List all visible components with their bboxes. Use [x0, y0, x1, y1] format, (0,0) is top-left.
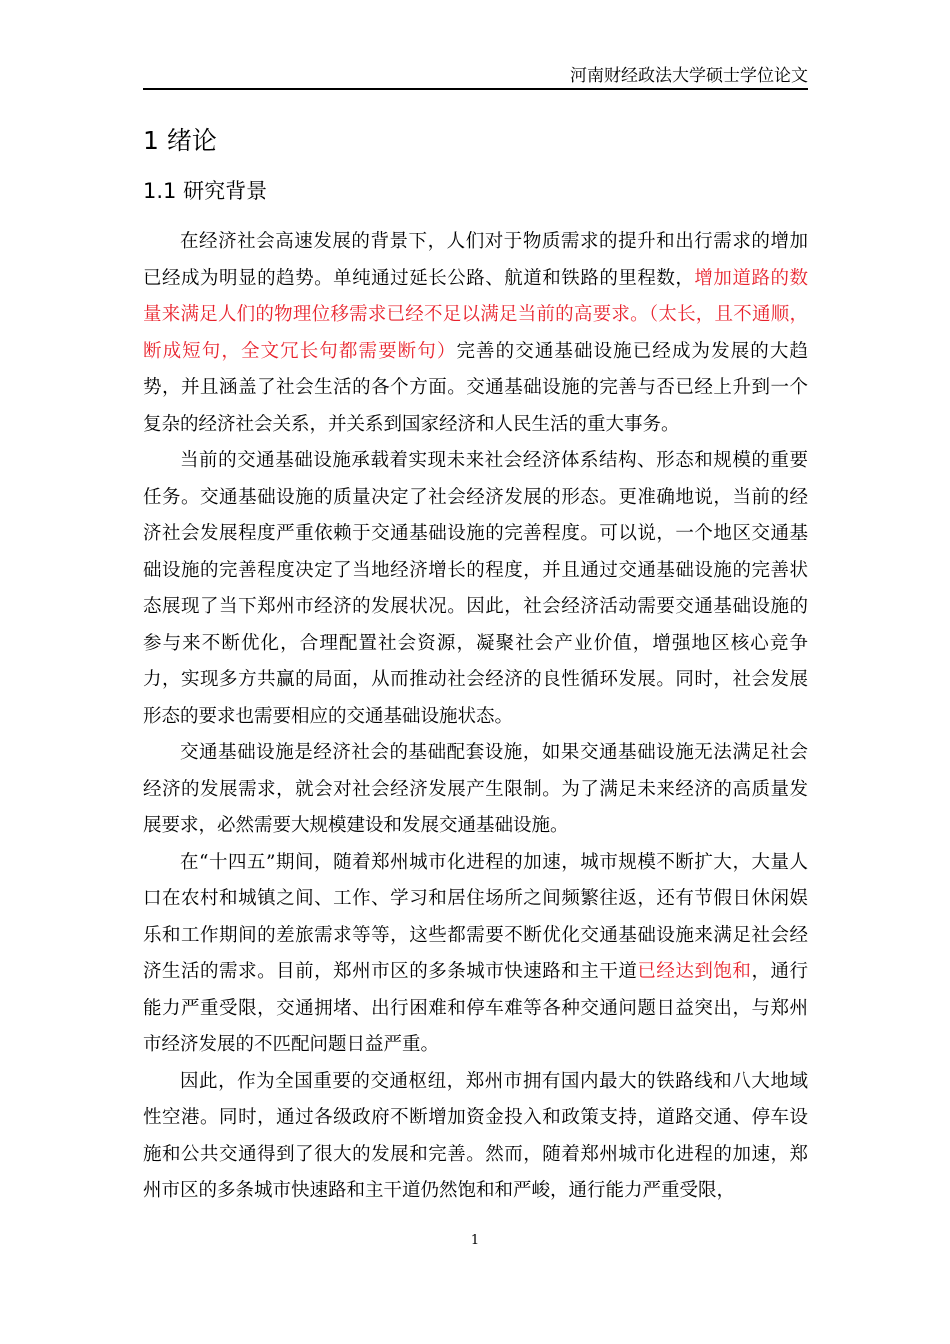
text-segment: 完善的交通基础设施已经成为发展的大趋势，并且涵盖了社会生活的各个方面。交通基础设施的完善与否已经上升到一个复杂的经济社会关系，并关系到国家经济和人民生活的重大事务。 [143, 340, 808, 435]
chapter-title: 1 绪论 [143, 126, 217, 155]
text-segment: 当前的交通基础设施承载着实现未来社会经济体系结构、形态和规模的重要任务。交通基础设施的质量决定了社会经济发展的形态。更准确地说，当前的经济社会发展程度严重依赖于交通基础设施的完善程度。可以说，一个地区交通基础设施的完善程度决定了当地经济增长的程度，并且通过交通基础设施的完善状态展现了当下郑州市经济的发展状况。因此，社会经济活动需要交通基础设施的参与来不断优化，合理配置社会资源，凝聚社会产业价值，增强地区核心竞争力，实现多方共赢的局面，从而推动社会经济的良性循环发展。同时，社会发展形态的要求也需要相应的交通基础设施状态。 [143, 450, 808, 727]
text-segment: 在经济社会高速发展的背景下，人们对于物质需求的提升和出行需求的增加已经成为明显的趋势。单纯通过延长公路、航道和铁路的里程数， [143, 231, 808, 289]
header-title: 河南财经政法大学硕士学位论文 [570, 66, 808, 86]
reviewer-highlight: 已经达到饱和 [637, 961, 752, 982]
text-segment: 在“十四五”期间，随着郑州城市化进程的加速，城市规模不断扩大，大量人口在农村和城镇之间、工作、学习和居住场所之间频繁往返，还有节假日休闲娱乐和工作期间的差旅需求等等，这些都需要不断优化交通基础设施来满足社会经济生活的需求。目前，郑州市区的多条城市快速路和主干道 [143, 851, 808, 982]
paragraph-3 [143, 735, 808, 845]
page-number: 1 [470, 1233, 480, 1248]
text-segment: ，通行能力严重受限，交通拥堵、出行困难和停车难等各种交通问题日益突出，与郑州市经济发展的不匹配问题日益严重。 [143, 961, 808, 1055]
paragraph-4 [143, 845, 808, 1064]
page-header [143, 62, 808, 90]
text-segment: 交通基础设施是经济社会的基础配套设施，如果交通基础设施无法满足社会经济的发展需求，就会对社会经济发展产生限制。为了满足未来经济的高质量发展要求，必然需要大规模建设和发展交通基础设施。 [143, 742, 808, 836]
paragraph-2 [143, 443, 808, 735]
body-text [143, 224, 808, 1210]
reviewer-annotation: 增加道路的数量来满足人们的物理位移需求已经不足以满足当前的高要求。（太长，且不通顺，断成短句，全文冗长句都需要断句） [143, 267, 808, 362]
paragraph-5 [143, 1064, 808, 1210]
paragraph-1 [143, 224, 808, 443]
text-segment: 因此，作为全国重要的交通枢纽，郑州市拥有国内最大的铁路线和八大地域性空港。同时，通过各级政府不断增加资金投入和政策支持，道路交通、停车设施和公共交通得到了很大的发展和完善。然而，随着郑州城市化进程的加速，郑州市区的多条城市快速路和主干道仍然饱和和严峻，通行能力严重受限， [143, 1070, 808, 1201]
section-title: 1.1 研究背景 [143, 179, 268, 203]
